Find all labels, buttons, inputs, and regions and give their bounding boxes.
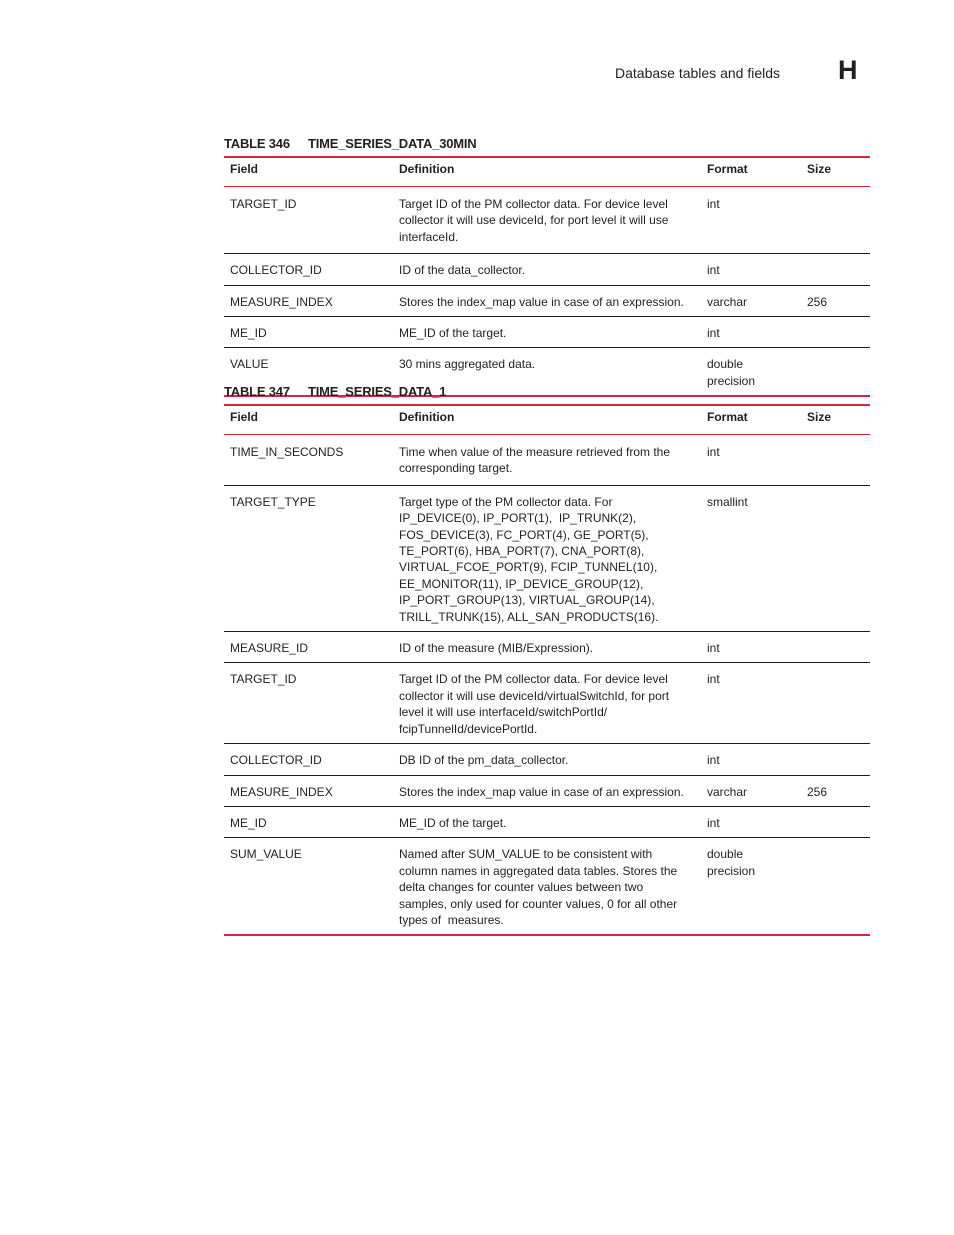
size-cell: [801, 317, 870, 348]
definition-line: Named after SUM_VALUE to be consistent with: [399, 847, 653, 862]
format-line: int: [707, 445, 720, 459]
definition-line: VIRTUAL_FCOE_PORT(9), FCIP_TUNNEL(10),: [399, 560, 658, 575]
column-header: Format: [701, 405, 801, 435]
field-cell: COLLECTOR_ID: [224, 744, 393, 775]
table-row: [224, 317, 870, 348]
format-line: double: [707, 847, 744, 862]
table-row: [224, 663, 870, 744]
format-line: smallint: [707, 494, 748, 509]
field-cell: COLLECTOR_ID: [224, 254, 393, 285]
size-cell: [801, 663, 870, 744]
table-row: [224, 485, 870, 631]
field-cell: SUM_VALUE: [230, 847, 302, 862]
table-name: TIME_SERIES_DATA_30MIN: [308, 136, 477, 151]
format-cell: [701, 435, 801, 486]
definition-line: ME_ID of the target.: [399, 815, 507, 830]
table-number: TABLE 347: [224, 384, 290, 399]
format-line: int: [707, 326, 720, 341]
column-header: Size: [801, 405, 870, 435]
format-line: double: [707, 357, 744, 372]
definition-line: DB ID of the pm_data_collector.: [399, 753, 569, 768]
appendix-letter: H: [838, 55, 858, 85]
table-347-block: [224, 384, 870, 936]
header-row: [224, 157, 870, 187]
definition-line: Target ID of the PM collector data. For device level: [399, 672, 668, 687]
definition-cell: [393, 435, 701, 486]
table-row: [224, 744, 870, 775]
definition-cell: [393, 285, 701, 316]
definition-line: EE_MONITOR(11), IP_DEVICE_GROUP(12),: [399, 576, 644, 591]
format-cell: [701, 317, 801, 348]
table-row: [224, 435, 870, 486]
definition-line: column names in aggregated data tables. Stores the: [399, 863, 678, 878]
format-line: int: [707, 753, 720, 768]
definition-line: fcipTunnelId/devicePortId.: [399, 721, 538, 736]
definition-line: samples, only used for counter values, 0 for all other: [399, 896, 678, 911]
format-cell: [701, 775, 801, 806]
definition-line: ID of the measure (MIB/Expression).: [399, 641, 594, 656]
definition-cell: [393, 254, 701, 285]
field-cell: TARGET_ID: [224, 663, 393, 744]
definition-line: IP_PORT_GROUP(13), VIRTUAL_GROUP(14),: [399, 593, 655, 608]
size-cell: [801, 254, 870, 285]
definition-line: Target type of the PM collector data. For: [399, 494, 613, 509]
format-cell: [701, 663, 801, 744]
format-line: precision: [707, 863, 756, 878]
table-row: [224, 838, 870, 936]
table-row: [224, 632, 870, 663]
format-line: int: [707, 197, 720, 211]
definition-cell: [393, 838, 701, 936]
size-cell: [801, 485, 870, 631]
definition-line: TRILL_TRUNK(15), ALL_SAN_PRODUCTS(16).: [399, 609, 659, 624]
format-line: int: [707, 263, 720, 278]
definition-cell: [393, 187, 701, 254]
format-line: precision: [707, 373, 756, 388]
size-cell: [801, 632, 870, 663]
definition-line: collector it will use deviceId/virtualSwitchId, for port: [399, 688, 670, 703]
column-header: Field: [224, 157, 393, 187]
column-header: Format: [701, 157, 801, 187]
column-header: Definition: [393, 405, 701, 435]
format-line: varchar: [707, 294, 748, 309]
definition-line: IP_DEVICE(0), IP_PORT(1), IP_TRUNK(2),: [399, 511, 637, 526]
definition-line: ME_ID of the target.: [399, 326, 507, 341]
table-row: [224, 806, 870, 837]
field-table: [224, 404, 870, 936]
format-line: int: [707, 672, 720, 687]
definition-cell: [393, 775, 701, 806]
field-cell: ME_ID: [224, 806, 393, 837]
field-cell: TIME_IN_SECONDS: [224, 435, 393, 486]
field-table: [224, 156, 870, 397]
size-cell: 256: [801, 285, 870, 316]
format-cell: [701, 187, 801, 254]
definition-line: FOS_DEVICE(3), FC_PORT(4), GE_PORT(5),: [399, 527, 649, 542]
field-cell: MEASURE_INDEX: [224, 775, 393, 806]
definition-line: collector it will use deviceId, for port level it will use: [399, 213, 669, 228]
running-header-title: Database tables and fields: [615, 65, 780, 81]
definition-line: level it will use interfaceId/switchPortId/: [399, 705, 608, 720]
format-cell: [701, 744, 801, 775]
field-cell: TARGET_ID: [224, 187, 393, 254]
header-row: [224, 405, 870, 435]
format-cell: [701, 632, 801, 663]
definition-cell: [393, 485, 701, 631]
definition-cell: [393, 806, 701, 837]
format-line: int: [707, 815, 720, 830]
format-line: int: [707, 641, 720, 656]
size-cell: [801, 187, 870, 254]
table-row: [224, 187, 870, 254]
definition-line: Time when value of the measure retrieved from the: [399, 445, 671, 459]
format-cell: [701, 806, 801, 837]
table-name: TIME_SERIES_DATA_1: [308, 384, 447, 399]
definition-line: ID of the data_collector.: [399, 263, 526, 278]
definition-cell: [393, 632, 701, 663]
definition-line: corresponding target.: [399, 461, 513, 476]
definition-cell: [393, 663, 701, 744]
table-row: [224, 285, 870, 316]
definition-line: 30 mins aggregated data.: [399, 357, 536, 372]
definition-line: TE_PORT(6), HBA_PORT(7), CNA_PORT(8),: [399, 544, 645, 559]
size-cell: 256: [801, 775, 870, 806]
table-row: [224, 254, 870, 285]
field-cell: MEASURE_INDEX: [224, 285, 393, 316]
field-cell: VALUE: [230, 357, 269, 372]
definition-cell: [393, 317, 701, 348]
size-cell: [801, 744, 870, 775]
definition-cell: [393, 744, 701, 775]
column-header: Field: [224, 405, 393, 435]
table-number: TABLE 346: [224, 136, 290, 151]
definition-line: Stores the index_map value in case of an expression.: [399, 784, 684, 799]
definition-line: Stores the index_map value in case of an expression.: [399, 294, 684, 309]
definition-line: delta changes for counter values between two: [399, 880, 644, 895]
field-cell: TARGET_TYPE: [224, 485, 393, 631]
size-cell: [801, 435, 870, 486]
table-346-block: [224, 136, 870, 397]
field-cell: ME_ID: [224, 317, 393, 348]
format-cell: [701, 254, 801, 285]
table-caption: [224, 136, 870, 156]
size-cell: [801, 806, 870, 837]
definition-line: Target ID of the PM collector data. For device level: [399, 197, 668, 211]
column-header: Definition: [393, 157, 701, 187]
format-cell: [701, 838, 801, 936]
field-cell: MEASURE_ID: [224, 632, 393, 663]
size-cell: [801, 838, 870, 936]
table-caption: [224, 384, 870, 404]
table-row: [224, 775, 870, 806]
format-line: varchar: [707, 784, 748, 799]
format-cell: [701, 285, 801, 316]
definition-line: interfaceId.: [399, 229, 459, 244]
definition-line: types of measures.: [399, 912, 504, 927]
format-cell: [701, 485, 801, 631]
column-header: Size: [801, 157, 870, 187]
